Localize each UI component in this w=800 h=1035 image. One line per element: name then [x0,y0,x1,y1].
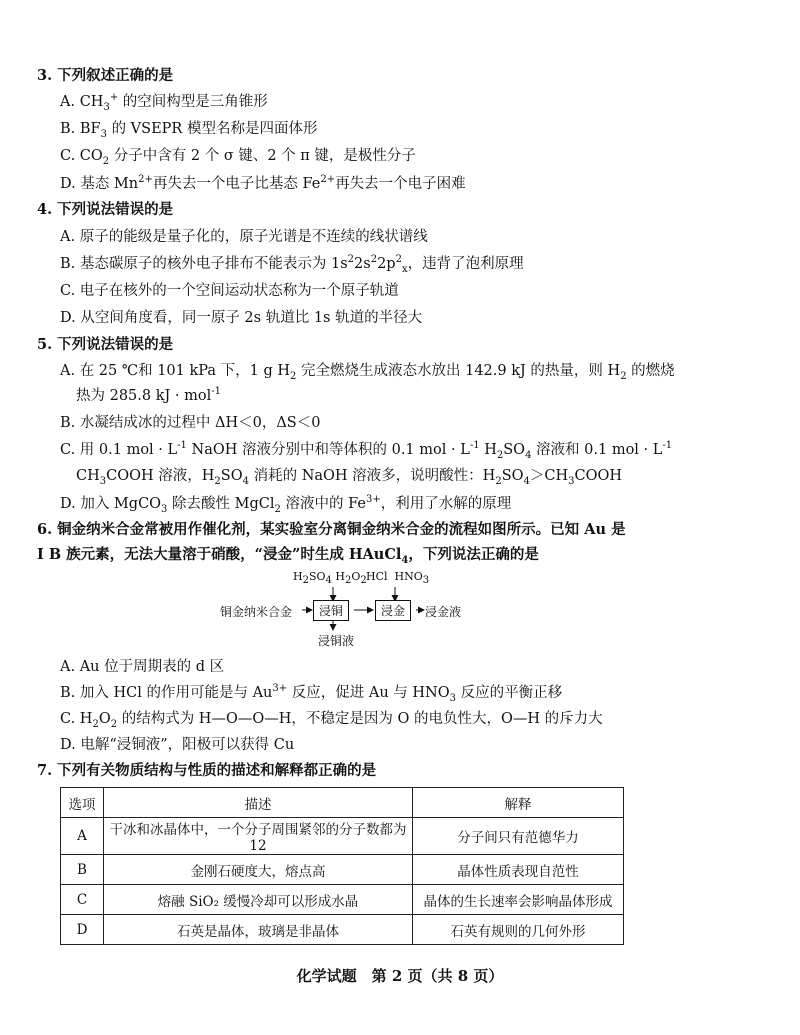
flow-byproduct-label: 浸铜液 [318,634,355,648]
header-description: 描述 [104,788,413,818]
table-cell-option: C [61,885,104,915]
flow-diagram [220,570,540,650]
flow-output-label: 浸金液 [425,605,462,619]
table-cell-option: A [61,818,104,855]
table-header-row [61,788,624,818]
q4-option-d: D. 从空间角度看，同一原子 2s 轨道比 1s 轨道的半径大 [60,310,423,326]
q5-option-b: B. 水凝结成冰的过程中 ΔH＜0，ΔS＜0 [60,415,321,431]
table-row [61,915,624,945]
table-row [61,855,624,885]
q5-option-a-cont: 热为 285.8 kJ · mol$^{-1}$ [76,386,222,404]
q5-option-d: D. 加入 MgCO$_3$ 除去酸性 MgCl$_2$ 溶液中的 $Fe^{3+}$，利用了水解的原理 [60,494,512,515]
q4-option-a: A. 原子的能级是量子化的，原子光谱是不连续的线状谱线 [60,229,428,245]
table-cell-description: 金刚石硬度大，熔点高 [104,855,413,885]
q3-option-d: D. 基态 $Mn^{2+}$再失去一个电子比基态 $Fe^{2+}$再失去一个电子困难 [60,174,466,192]
q6-stem: 6. 铜金纳米合金常被用作催化剂，某实验室分离铜金纳米合金的流程如图所示。已知 Au 是 [37,521,626,538]
q7-table [60,787,624,945]
flow-step-leach-gold: 浸金 [375,600,411,621]
q5-option-a: A. 在 25 ℃和 101 kPa 下，1 g $H_2$ 完全燃烧生成液态水放出 142.9 kJ 的热量，则 $H_2$ 的燃烧 [60,363,675,382]
q5-stem: 5. 下列说法错误的是 [37,336,174,353]
q6-option-b: B. 加入 HCl 的作用可能是与 $Au^{3+}$ 反应，促进 Au 与 $HNO_3$ 反应的平衡正移 [60,683,563,704]
flow-input-label: 铜金纳米合金 [220,605,293,619]
q3-stem: 3. 下列叙述正确的是 [37,67,174,84]
table-row [61,818,624,855]
q6-option-c: C. $H_2O_2$ 的结构式为 H—O—O—H，不稳定是因为 O 的电负性大，O—H 的斥力大 [60,711,603,730]
q4-option-b: B. 基态碳原子的核外电子排布不能表示为 $1s^22s^22p^2_x$，违背了泡利原理 [60,254,524,275]
flow-reagents-1: $H_2SO_4$ $H_2O_2$ [293,570,367,587]
q4-option-c: C. 电子在核外的一个空间运动状态称为一个原子轨道 [60,283,399,299]
table-cell-explanation: 晶体性质表现自范性 [413,855,624,885]
q4-stem: 4. 下列说法错误的是 [37,201,174,218]
table-cell-option: B [61,855,104,885]
page-footer: 化学试题 第 2 页（共 8 页） [296,967,504,985]
q3-option-c: C. $CO_2$ 分子中含有 2 个 σ 键、2 个 π 键，是极性分子 [60,148,416,167]
table-cell-description: 干冰和冰晶体中，一个分子周围紧邻的分子数都为 12 [104,818,413,855]
table-cell-option: D [61,915,104,945]
q6-stem-cont: Ⅰ B 族元素，无法大量溶于硝酸，“浸金”时生成 HAuCl$_4$，下列说法正确的是 [37,546,539,566]
flow-reagents-2: HCl $HNO_3$ [366,570,430,587]
q5-option-c: C. 用 0.1 mol · $L^{-1}$ NaOH 溶液分别中和等体积的 0.1 mol · $L^{-1}$ $H_2SO_4$ 溶液和 0.1 mol · $L^{-1}$ [60,440,673,461]
header-explanation: 解释 [413,788,624,818]
q3-option-b: B. $BF_3$ 的 VSEPR 模型名称是四面体形 [60,121,318,140]
flow-step-leach-copper: 浸铜 [313,600,349,621]
table-cell-description: 熔融 SiO₂ 缓慢冷却可以形成水晶 [104,885,413,915]
q5-option-c-cont: $CH_3COOH$ 溶液，$H_2SO_4$ 消耗的 NaOH 溶液多，说明酸性：$H_2SO_4>CH_3COOH$ [76,468,623,487]
header-option: 选项 [61,788,104,818]
table-cell-explanation: 晶体的生长速率会影响晶体形成 [413,885,624,915]
q3-option-a: A. $CH_3^+$ 的空间构型是三角锥形 [60,92,268,113]
table-cell-description: 石英是晶体，玻璃是非晶体 [104,915,413,945]
table-row [61,885,624,915]
q7-stem: 7. 下列有关物质结构与性质的描述和解释都正确的是 [37,762,377,779]
table-cell-explanation: 石英有规则的几何外形 [413,915,624,945]
table-cell-explanation: 分子间只有范德华力 [413,818,624,855]
q6-option-a: A. Au 位于周期表的 d 区 [60,659,225,675]
q6-option-d: D. 电解“浸铜液”，阳极可以获得 Cu [60,737,295,753]
